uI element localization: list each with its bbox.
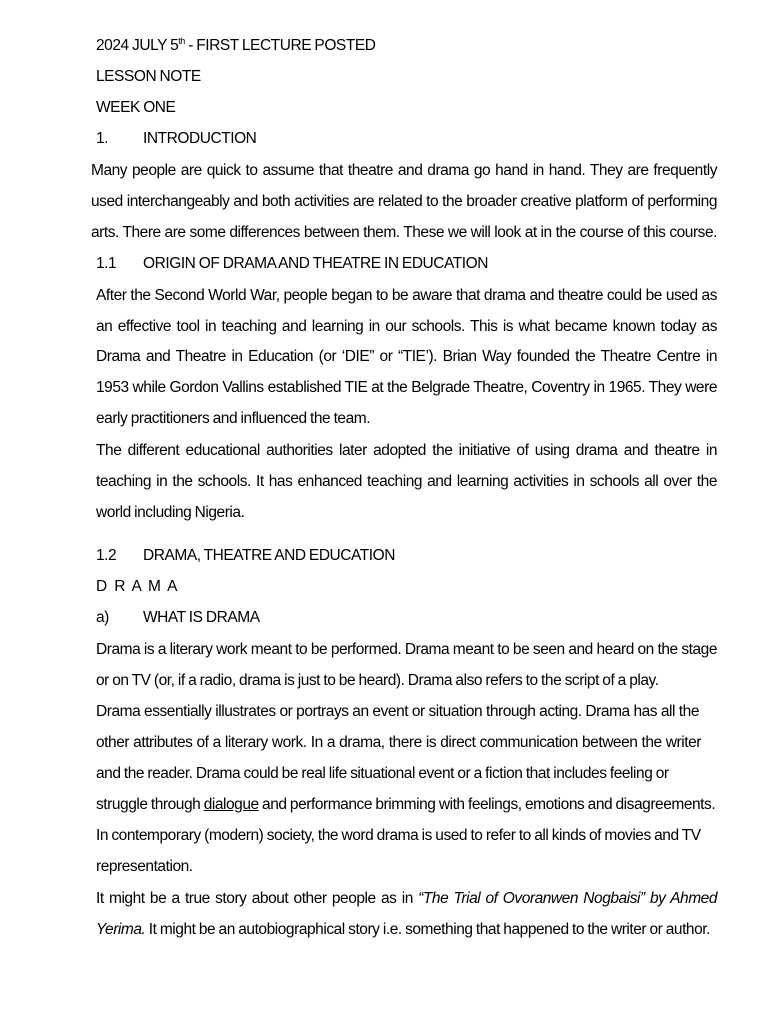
intro-line-3: arts. There are some differences between them. These we will look at in the course of this course. [91,224,717,241]
trial-line [96,889,717,909]
section-1-2-heading [96,546,395,566]
section-1-number: 1. [96,130,109,147]
drama-line-5: and the reader. Drama could be real life situational event or a fiction that includes feeling or [96,765,669,782]
drama-line-4: other attributes of a literary work. In a drama, there is direct communication between the writer [96,734,701,751]
item-a-title: WHAT IS DRAMA [143,609,260,626]
section-1-2-number: 1.2 [96,547,117,564]
section-1-title: INTRODUCTION [143,130,257,147]
section-1-1-heading [96,254,488,274]
header-date-line [96,36,375,56]
what-is-drama-heading [96,608,260,628]
yerima-italic: Yerima. [96,921,146,938]
drama-line-6-post: and performance brimming with feelings, emotions and disagreements. [258,796,716,813]
origin-p1-line-3: Drama and Theatre in Education (or ‘DIE” or “TIE’). Brian Way founded the Theatre Centre in [96,348,717,365]
section-1-2-title: DRAMA, THEATRE AND EDUCATION [143,547,396,564]
header-title-text: - FIRST LECTURE POSTED [184,37,376,54]
origin-p2-line-2: teaching in the schools. It has enhanced teaching and learning activities in schools all over the [96,473,717,490]
header-week-one: WEEK ONE [96,99,176,116]
trial-line-pre: It might be a true story about other people as in [96,890,419,907]
yerima-line [96,920,710,940]
drama-line-7: In contemporary (modern) society, the word drama is used to refer to all kinds of movies and TV [96,827,701,844]
drama-line-6 [96,795,715,815]
item-a-label: a) [96,609,109,626]
yerima-line-post: It might be an autobiographical story i.e. something that happened to the writer or author. [145,921,710,938]
origin-p1-line-1: After the Second World War, people began to be aware that drama and theatre could be used as [96,287,717,304]
section-1-heading [96,129,256,149]
drama-line-3: Drama essentially illustrates or portrays an event or situation through acting. Drama has all the [96,703,699,720]
drama-line-1: Drama is a literary work meant to be performed. Drama meant to be seen and heard on the stage [96,641,717,658]
origin-p1-line-4: 1953 while Gordon Vallins established TIE at the Belgrade Theatre, Coventry in 1965. They were [96,379,717,396]
dialogue-link[interactable]: dialogue [203,796,259,813]
drama-line-8: representation. [96,858,193,875]
section-1-1-title: ORIGIN OF DRAMA AND THEATRE IN EDUCATION [143,255,489,272]
intro-line-1: Many people are quick to assume that theatre and drama go hand in hand. They are frequently [91,162,717,179]
intro-line-2: used interchangeably and both activities are related to the broader creative platform of performing [91,193,717,210]
header-lesson-note: LESSON NOTE [96,68,201,85]
trial-title-italic: “The Trial of Ovoranwen Nogbaisi” by Ahmed [418,890,718,907]
header-date-text: 2024 JULY 5 [96,37,179,54]
origin-p2-line-3: world including Nigeria. [96,504,245,521]
origin-p1-line-5: early practitioners and influenced the team. [96,410,371,427]
drama-line-6-pre: struggle through [96,796,204,813]
origin-p1-line-2: an effective tool in teaching and learning in our schools. This is what became known today as [96,318,717,335]
header-date-sup: th [178,36,185,46]
drama-subheading: D R A M A [96,578,180,595]
origin-p2-line-1: The different educational authorities later adopted the initiative of using drama and theatre in [96,442,717,459]
drama-line-2: or on TV (or, if a radio, drama is just to be heard). Drama also refers to the script of a play. [96,672,659,689]
section-1-1-number: 1.1 [96,255,117,272]
